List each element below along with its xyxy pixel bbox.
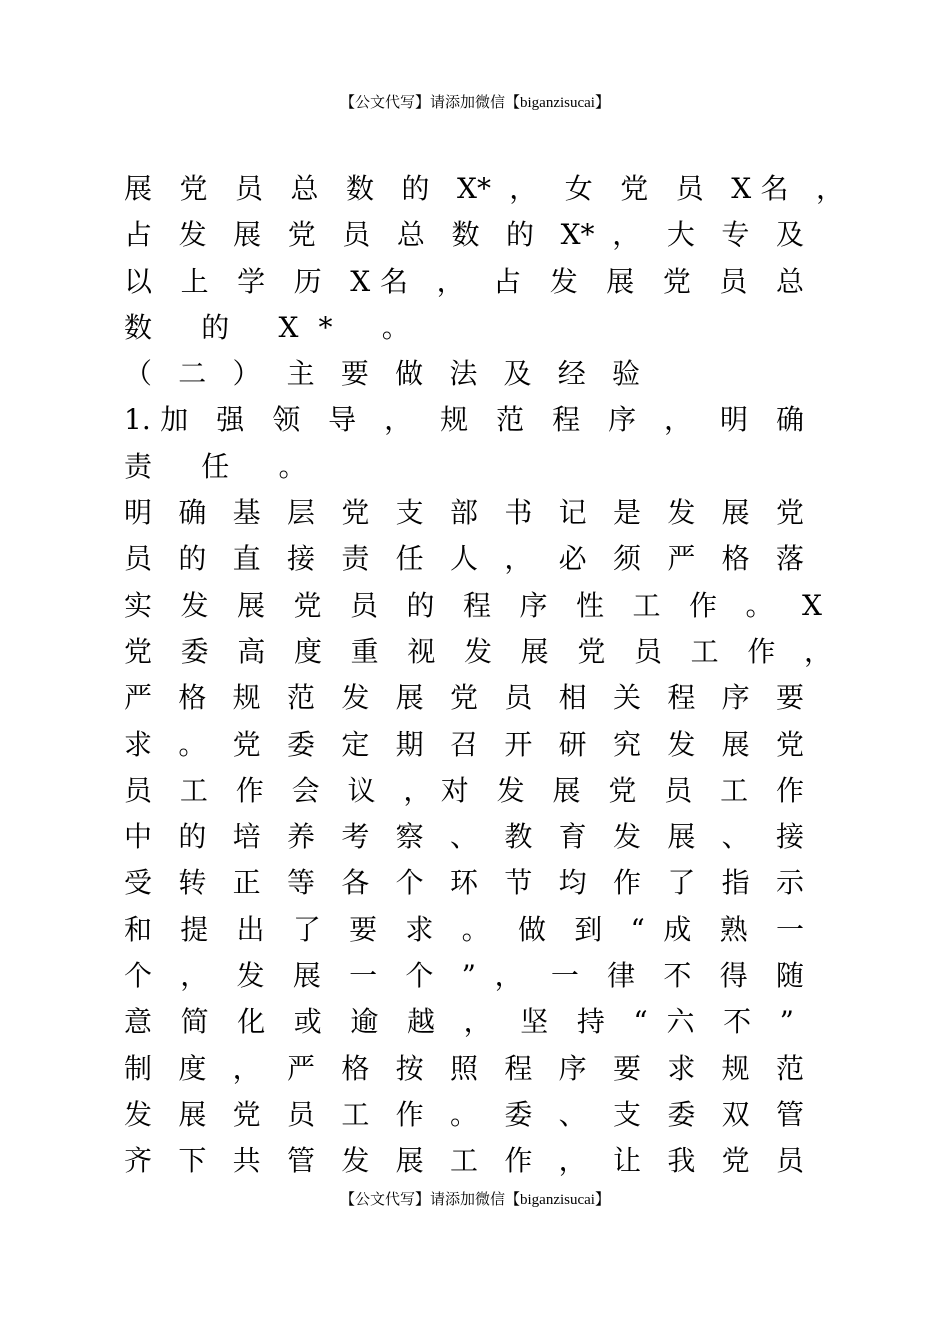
text-line: 和 提 出 了 要 求 。 做 到 “ 成 熟 一 <box>124 912 804 946</box>
text-line: 个 ， 发 展 一 个 ” ， 一 律 不 得 随 <box>124 959 804 993</box>
text-line: 严 格 规 范 发 展 党 员 相 关 程 序 要 <box>124 681 804 715</box>
text-line: 发 展 党 员 工 作 。 委 、 支 委 双 管 <box>124 1097 804 1131</box>
text-line: 数 的 X* 。 <box>124 310 430 344</box>
text-line: 受 转 正 等 各 个 环 节 均 作 了 指 示 <box>124 866 804 900</box>
page-footer: 【公文代写】请添加微信【biganzisucai】 <box>340 1192 610 1208</box>
page-header: 【公文代写】请添加微信【biganzisucai】 <box>340 95 610 111</box>
text-line: 展 党 员 总 数 的 X* ， 女 党 员 X名 ， <box>124 172 844 205</box>
text-line: 占 发 展 党 员 总 数 的 X* ， 大 专 及 <box>124 218 804 252</box>
text-line: 明 确 基 层 党 支 部 书 记 是 发 展 党 <box>124 496 804 530</box>
text-line: 党 委 高 度 重 视 发 展 党 员 工 作 ， <box>124 634 832 668</box>
text-line: 实 发 展 党 员 的 程 序 性 工 作 。 X <box>124 588 822 622</box>
section-heading: （ 二 ） 主 要 做 法 及 经 验 <box>124 357 640 391</box>
text-line: 制 度 ， 严 格 按 照 程 序 要 求 规 范 <box>124 1051 804 1085</box>
subsection-heading: 1.加 强 领 导 ， 规 范 程 序 ， 明 确 <box>124 403 804 437</box>
text-line: 中 的 培 养 考 察 、 教 育 发 展 、 接 <box>124 820 804 854</box>
text-line: 齐 下 共 管 发 展 工 作 ， 让 我 党 员 <box>124 1144 804 1178</box>
text-line: 求 。 党 委 定 期 召 开 研 究 发 展 党 <box>124 727 804 761</box>
text-line: 以 上 学 历 X名 ， 占 发 展 党 员 总 <box>124 264 804 298</box>
text-line: 员 工 作 会 议 ，对 发 展 党 员 工 作 <box>124 773 804 807</box>
text-line: 员 的 直 接 责 任 人 ， 必 须 严 格 落 <box>124 542 804 576</box>
text-line: 意 简 化 或 逾 越 ， 坚 持 “ 六 不 ” <box>124 1005 794 1039</box>
document-body <box>124 166 844 1185</box>
subsection-heading-cont: 责 任 。 <box>124 449 327 483</box>
